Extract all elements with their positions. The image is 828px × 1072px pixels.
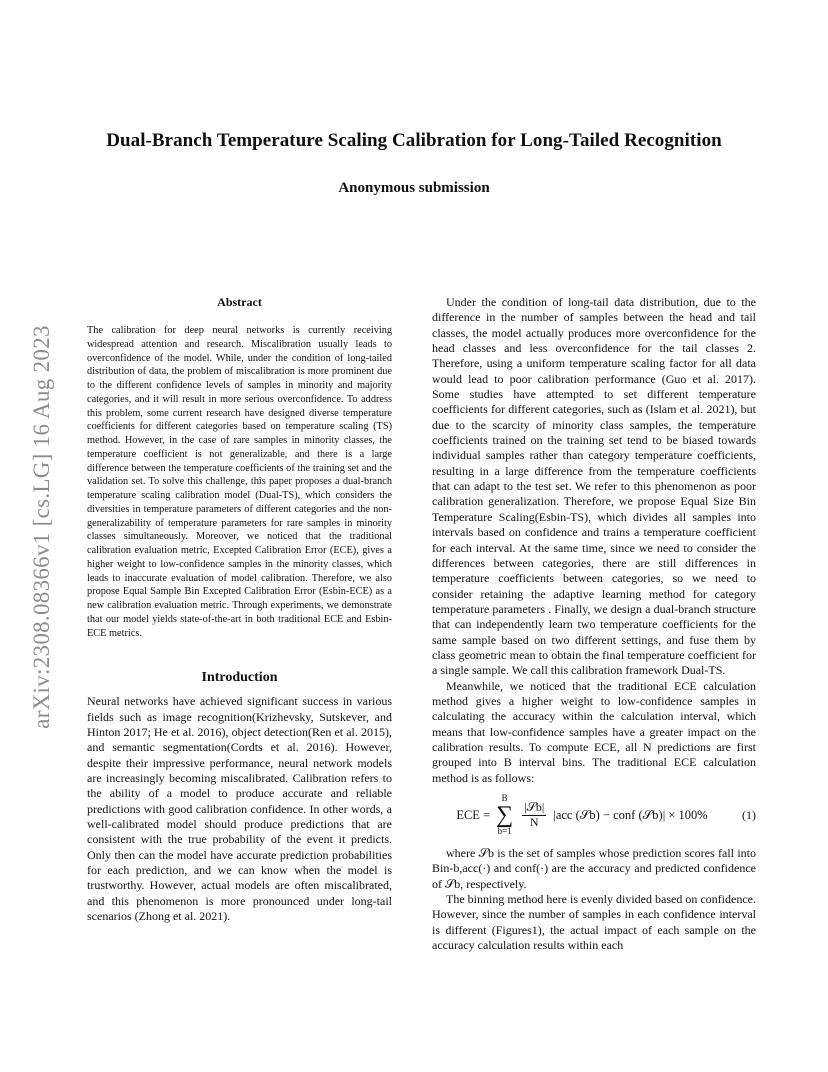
fraction-denominator: N: [529, 814, 539, 829]
right-paragraph-2: Meanwhile, we noticed that the traditional ECE calculation method gives a higher weight to low-confidence samples in calculating the accuracy within the calculation interval, which means that low-confidence samples have a greater impact on the calibration results. To compute ECE, all N predictions are first grouped into B interval bins. The traditional ECE calculation method is as follows:: [432, 678, 756, 785]
summation-symbol: B ∑ b=1: [496, 793, 514, 836]
right-paragraph-1: Under the condition of long-tail data distribution, due to the difference in the number of samples between the head and tail classes, the model actually produces more overconfidence for the head classes and less overconfidence for the tail classes 2. Therefore, using a uniform temperature scaling factor for all data would lead to poor calibration performance (Guo et al. 2017). Some studies have attempted to set different temperature coefficients for different categories, such as (Islam et al. 2021), but due to the scarcity of minority class samples, the temperature coefficients trained on the training set tend to be biased towards individual samples rather than category temperature coefficients, resulting in a large difference from the temperature coefficients that can adapt to the test set. We refer to this phenomenon as poor calibration generalization. Therefore, we propose Equal Size Bin Temperature Scaling(Esbin-TS), which divides all samples into intervals based on confidence and trains a temperature coefficient for each interval. At the same time, since we need to consider the differences between categories, there are still differences in temperature coefficients between categories, so we need to consider retaining the adaptive learning method for category temperature parameters . Finally, we design a dual-branch structure that can independently learn two temperature coefficients for the same sample based on two different settings, and fuse them by class geometric mean to obtain the final temperature coefficient for a single sample. We call this calibration framework Dual-TS.: [432, 295, 756, 678]
introduction-paragraph: Neural networks have achieved significant success in various fields such as image recognition(Krizhevsky, Sutskever, and Hinton 2017; He et al. 2016), object detection(Ren et al. 2015), and semantic segmentation(Cordts et al. 2016). However, despite their impressive performance, neural network models are increasingly becoming miscalibrated. Calibration refers to the ability of a model to produce accurate and reliable predictions with good calibration confidence. In other words, a well-calibrated model should produce predictions that are consistent with the true probability of the event it predicts. Only then can the model have accurate prediction probabilities for each prediction, and we can know when the model is trustworthy. However, actual models are often miscalibrated, and this phenomenon is more pronounced under long-tail scenarios (Zhong et al. 2021).: [87, 694, 392, 924]
abstract-heading: Abstract: [217, 295, 262, 309]
right-column: [432, 295, 756, 953]
abstract-text: The calibration for deep neural networks is currently receiving widespread attention and research. Miscalibration usually leads to overconfidence of the model. While, under the condition of long-tailed distribution of data, the problem of miscalibration is more prominent due to the different confidence levels of samples in minority and majority categories, and it will result in more serious overconfidence. To address this problem, some current research have designed diverse temperature coefficients for different categories based on temperature scaling (TS) method. However, in the case of rare samples in minority classes, the temperature coefficient is not generalizable, and there is a large difference between the temperature coefficients of the training set and the validation set. To solve this challenge, this paper proposes a dual-branch temperature scaling calibration model (Dual-TS), which considers the diversities in temperature parameters of different categories and the non-generalizability of temperature parameters for rare samples in minority classes simultaneously. Moreover, we noticed that the traditional calibration evaluation metric, Excepted Calibration Error (ECE), gives a higher weight to low-confidence samples in the minority classes, which leads to inaccurate evaluation of model calibration. Therefore, we also propose Equal Sample Bin Excepted Calibration Error (Esbin-ECE) as a new calibration evaluation metric. Through experiments, we demonstrate that our model yields state-of-the-art in both traditional ECE and Esbin-ECE metrics.: [87, 325, 392, 639]
equation-fraction: [522, 801, 546, 828]
arxiv-watermark: [26, 292, 58, 762]
equation-lhs: ECE =: [456, 807, 491, 822]
sum-lower-limit: b=1: [497, 826, 512, 836]
introduction-heading: Introduction: [201, 670, 278, 686]
left-column: [87, 295, 392, 924]
right-paragraph-3: where 𝒮b is the set of samples whose prediction scores fall into Bin-b,acc(·) and conf(·) are the accuracy and predicted confidence of 𝒮b, respectively.: [432, 846, 756, 891]
right-paragraph-4: The binning method here is evenly divided based on confidence. However, since the number of samples in each confidence interval is different (Figures1), the actual impact of each sample on the accuracy calculation results within each: [432, 892, 756, 953]
ece-equation: [432, 790, 756, 840]
arxiv-id-text: arXiv:2308.08366v1 [cs.LG] 16 Aug 2023: [29, 325, 55, 729]
paper-title: Dual-Branch Temperature Scaling Calibration for Long-Tailed Recognition: [106, 130, 722, 151]
equation-body: [432, 794, 732, 836]
equation-number: (1): [742, 807, 756, 822]
equation-rhs: |acc (𝒮b) − conf (𝒮b)| × 100%: [553, 807, 708, 822]
paper-author: Anonymous submission: [338, 180, 490, 196]
fraction-numerator: |𝒮b|: [524, 800, 545, 815]
sum-upper-limit: B: [501, 793, 508, 803]
